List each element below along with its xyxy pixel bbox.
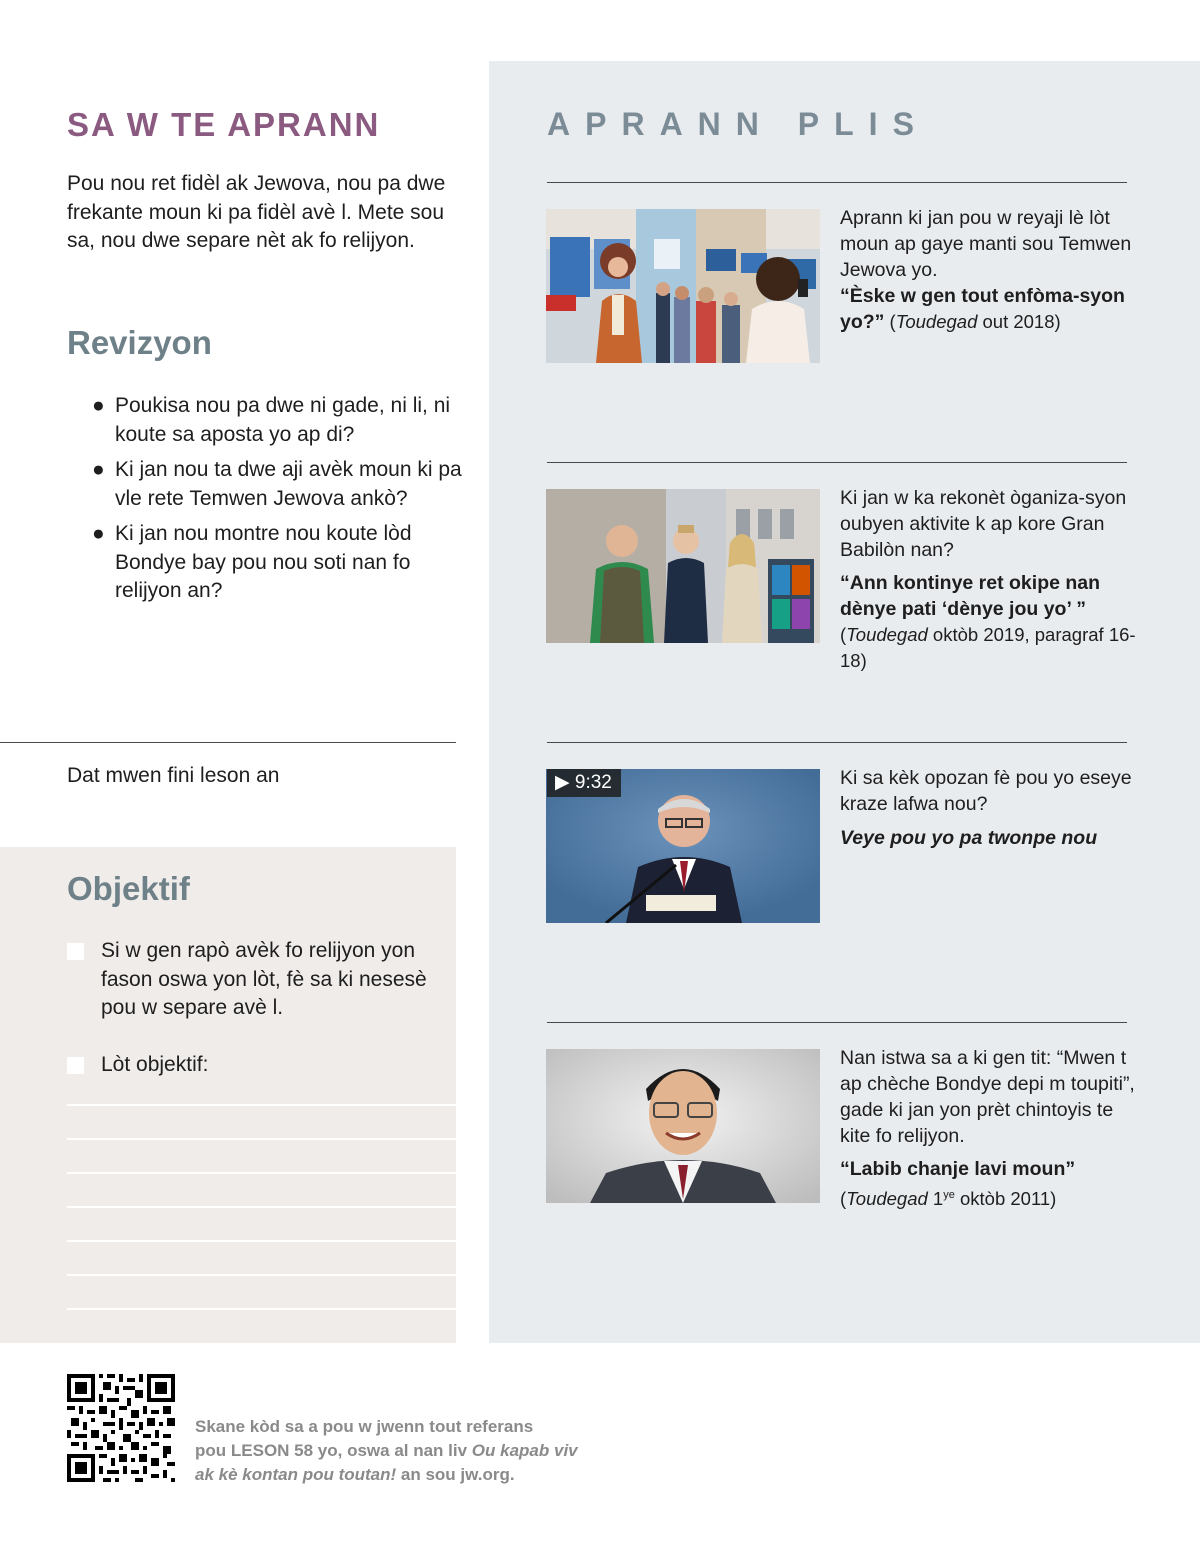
item-question: Nan istwa sa a ki gen tit: “Mwen t ap chèche Bondye depi m toupiti”, gade ki jan yon prèt chintoyis te kite fo relijyon. — [840, 1047, 1135, 1147]
objective-checkbox[interactable] — [67, 943, 84, 960]
writing-line[interactable] — [67, 1240, 456, 1242]
bullet-icon: ● — [92, 394, 105, 417]
objective-item: Si w gen rapò avèk fo relijyon yon fason oswa yon lòt, fè sa ki nesesè pou w separe avè l. — [67, 937, 427, 1023]
date-line[interactable] — [0, 742, 456, 743]
footer-note: Skane kòd sa a pou w jwenn tout referans pou LESON 58 yo, oswa al nan liv Ou kapab viv ak kè kontan pou toutan! an sou jw.org. — [195, 1417, 578, 1484]
summary-title: SA W TE APRANN — [67, 106, 381, 143]
writing-line[interactable] — [67, 1206, 456, 1208]
item-question: Aprann ki jan pou w reyaji lè lòt moun ap gaye manti sou Temwen Jewova yo. — [840, 207, 1132, 281]
item-question: Ki jan w ka rekonèt òganiza-syon oubyen aktivite k ap kore Gran Babilòn nan? — [840, 487, 1127, 561]
article-link[interactable]: “Labib chanje lavi moun” — [840, 1158, 1076, 1180]
article-link[interactable]: “Ann kontinye ret okipe nan dènye pati ‘dènye jou yo’ ” — [840, 572, 1101, 620]
review-title: Revizyon — [67, 324, 212, 361]
summary-text: Pou nou ret fidèl ak Jewova, nou pa dwe frekante moun ki pa fidèl avè l. Mete sou sa, nou dwe separe nèt ak fo relijyon. — [67, 172, 446, 252]
divider — [547, 462, 1127, 463]
review-question: ● Poukisa nou pa dwe ni gade, ni li, ni koute sa aposta yo ap di? — [92, 394, 451, 446]
article-image-portrait[interactable] — [546, 1049, 820, 1203]
objective-checkbox[interactable] — [67, 1057, 84, 1074]
article-image-street-witnessing[interactable] — [546, 489, 820, 643]
objective-title: Objektif — [67, 870, 190, 907]
publication-name: Toudegad — [846, 624, 928, 645]
review-list — [92, 392, 462, 613]
learn-more-item-3 — [840, 765, 1140, 851]
writing-line[interactable] — [67, 1308, 456, 1310]
writing-line[interactable] — [67, 1274, 456, 1276]
learn-more-title: APRANN PLIS — [547, 106, 929, 142]
article-link[interactable]: “Èske w gen tout enfòma-syon yo?” — [840, 285, 1125, 333]
divider — [547, 182, 1127, 183]
article-reference: (Toudegad oktòb 2019, paragraf 16-18) — [840, 624, 1136, 671]
video-duration-badge[interactable]: ▶ 9:32 — [547, 769, 621, 797]
bullet-icon: ● — [92, 522, 105, 545]
review-question: ● Ki jan nou montre nou koute lòd Bondye bay pou nou soti nan fo relijyon an? — [92, 522, 412, 602]
qr-code-icon[interactable] — [67, 1374, 175, 1482]
learn-more-item-2 — [840, 485, 1140, 674]
people-with-phones-illustration — [546, 209, 820, 363]
article-reference: (Toudegad $1^{ye}$ oktòb 2011) — [840, 1188, 1057, 1210]
street-witnessing-photo — [546, 489, 820, 643]
bullet-icon: ● — [92, 458, 105, 481]
writing-line[interactable] — [67, 1138, 456, 1140]
writing-line[interactable] — [67, 1104, 456, 1106]
learn-more-item-1: Aprann ki jan pou w reyaji lè lòt moun ap gaye manti sou Temwen Jewova yo. “Èske w gen tout enfòma-syon yo?” (Toudegad out 2018) — [840, 205, 1140, 335]
objective-box — [0, 847, 456, 1343]
review-question: ● Ki jan nou ta dwe aji avèk moun ki pa vle rete Temwen Jewova ankò? — [92, 458, 462, 510]
publication-name: Toudegad — [846, 1188, 928, 1210]
item-question: Ki sa kèk opozan fè pou yo eseye kraze lafwa nou? — [840, 767, 1132, 815]
date-finished-label: Dat mwen fini leson an — [67, 764, 280, 787]
learn-more-item-4 — [840, 1045, 1140, 1212]
smiling-man-portrait — [546, 1049, 820, 1203]
video-link[interactable]: Veye pou yo pa twonpe nou — [840, 827, 1098, 849]
book-title: Ou kapab viv — [471, 1441, 578, 1460]
article-image-fake-news[interactable] — [546, 209, 820, 363]
objective-item-other: Lòt objektif: — [67, 1051, 427, 1080]
writing-line[interactable] — [67, 1172, 456, 1174]
publication-name: Toudegad — [895, 311, 978, 332]
divider — [547, 1022, 1127, 1023]
divider — [547, 742, 1127, 743]
book-title: ak kè kontan pou toutan! — [195, 1465, 397, 1484]
